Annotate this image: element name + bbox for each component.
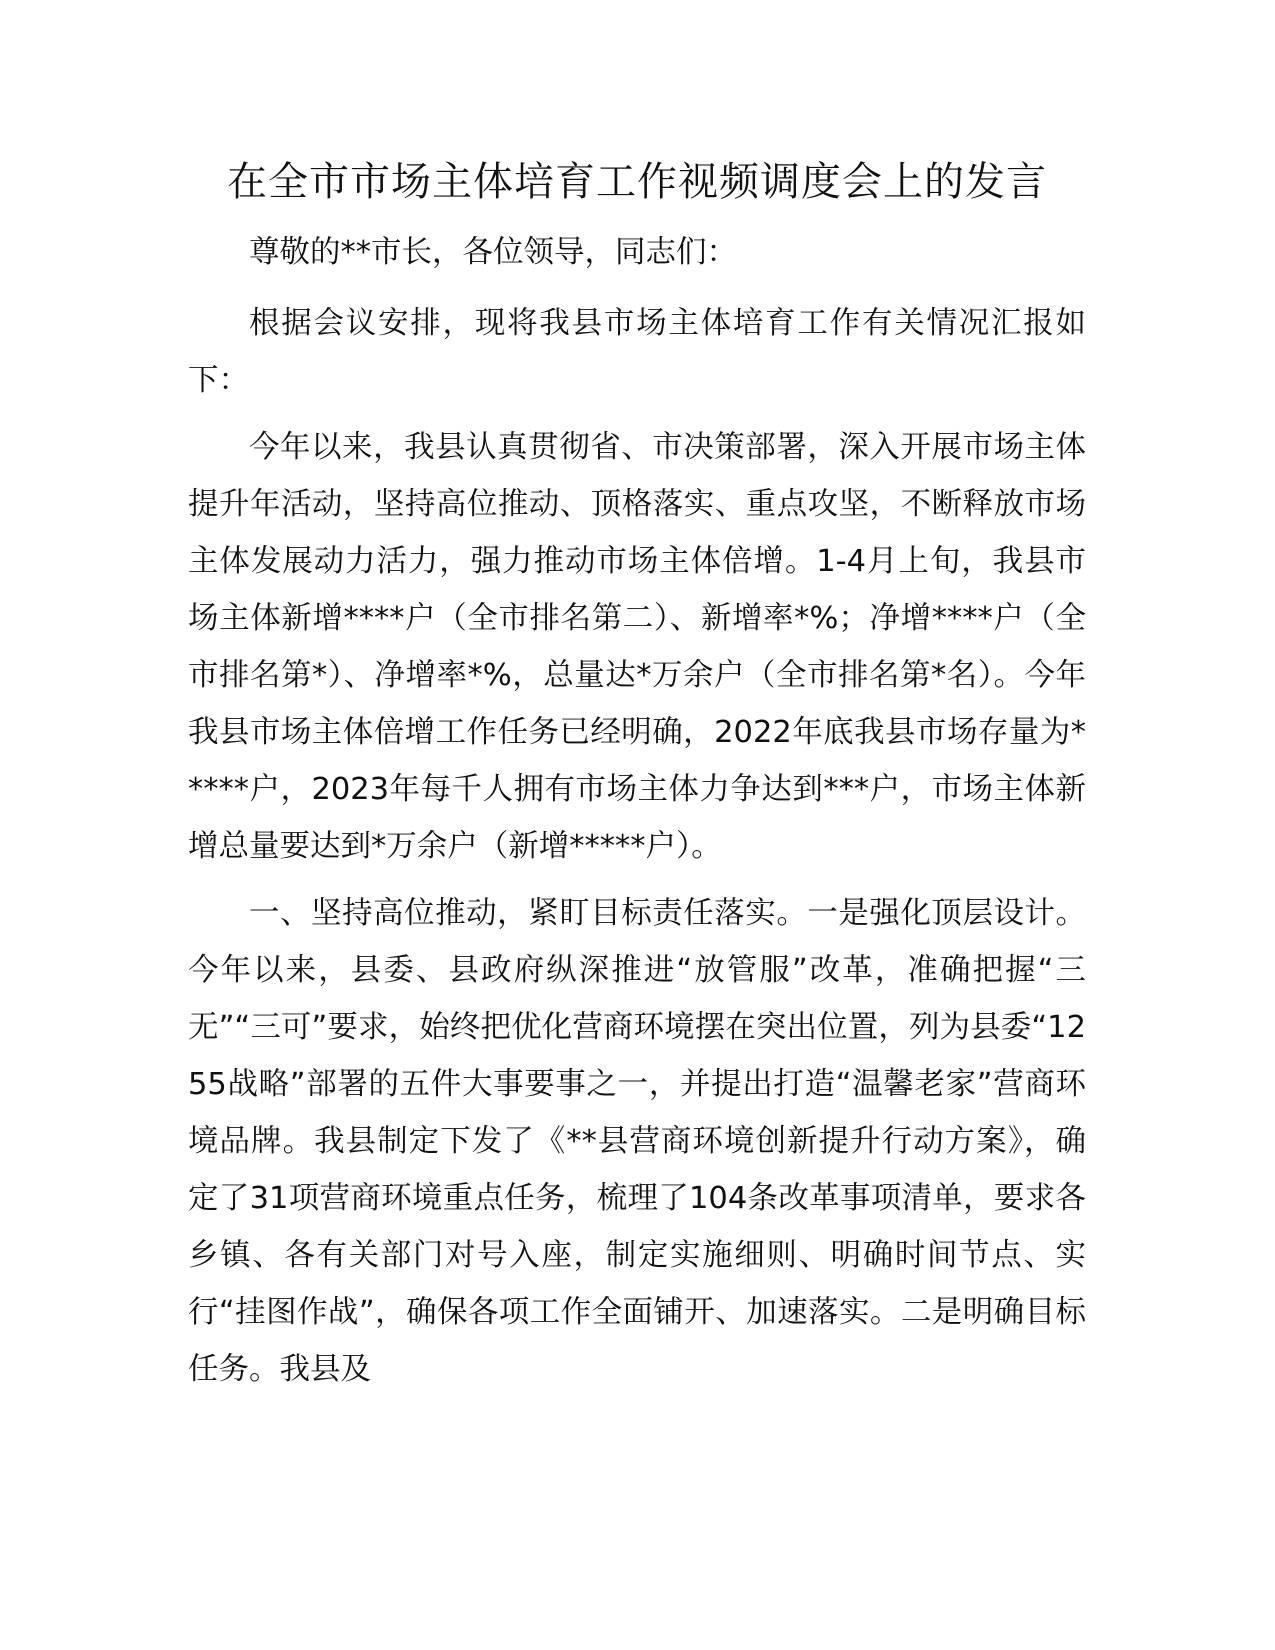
paragraph-overview: 今年以来，我县认真贯彻省、市决策部署，深入开展市场主体提升年活动，坚持高位推动、顶格落实、重点攻坚，不断释放市场主体发展动力活力，强力推动市场主体倍增。1-4月上旬，我县市场主体新增****户（全市排名第二）、新增率*%；净增****户（全市排名第*）、净增率*%，总量达*万余户（全市排名第*名）。今年我县市场主体倍增工作任务已经明确，2022年底我县市场存量为*****户，2023年每千人拥有市场主体力争达到***户，市场主体新增总量要达到*万余户（新增*****户）。 [188, 430, 1086, 864]
salutation: 尊敬的**市长，各位领导，同志们： [249, 235, 737, 270]
document-title: 在全市市场主体培育工作视频调度会上的发言 [227, 159, 1047, 205]
document-body [188, 150, 1086, 1408]
paragraph-section-one: 一、坚持高位推动，紧盯目标责任落实。一是强化顶层设计。今年以来，县委、县政府纵深推进“放管服”改革，准确把握“三无”“三可”要求，始终把优化营商环境摆在突出位置，列为县委“1255战略”部署的五件大事要事之一，并提出打造“温馨老家”营商环境品牌。我县制定下发了《**县营商环境创新提升行动方案》，确定了31项营商环境重点任务，梳理了104条改革事项清单，要求各乡镇、各有关部门对号入座，制定实施细则、明确时间节点、实行“挂图作战”，确保各项工作全面铺开、加速落实。二是明确目标任务。我县及 [188, 896, 1086, 1387]
paragraph-intro: 根据会议安排，现将我县市场主体培育工作有关情况汇报如下： [188, 306, 1086, 398]
